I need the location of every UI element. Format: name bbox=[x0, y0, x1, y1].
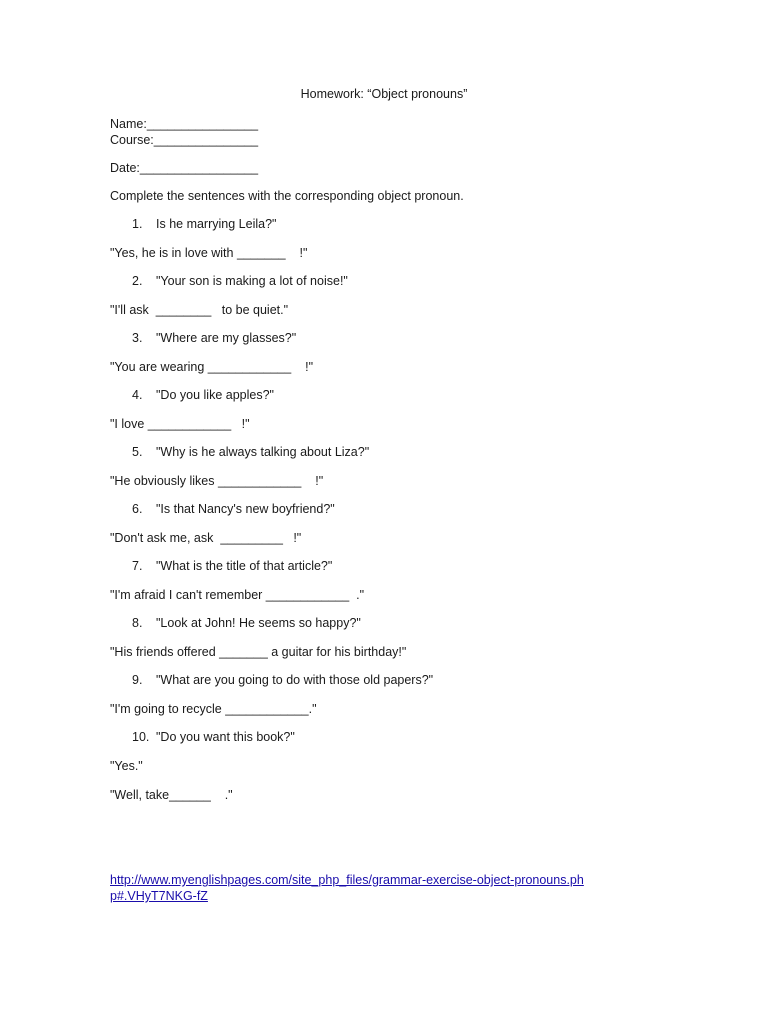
item-answer: "I love ____________ !" bbox=[110, 417, 250, 431]
item-answer: "I'm going to recycle ____________." bbox=[110, 702, 317, 716]
item-number: 10. bbox=[132, 730, 150, 744]
item-answer: "I'm afraid I can't remember ____________ ." bbox=[110, 588, 365, 602]
item-answer: "Yes, he is in love with _______ !" bbox=[110, 246, 308, 260]
item-answer: "His friends offered _______ a guitar for his birthday!" bbox=[110, 645, 407, 659]
item-question: "Do you want this book?" bbox=[156, 730, 295, 744]
item-number: 6. bbox=[132, 502, 143, 516]
page-title: Homework: “Object pronouns” bbox=[300, 87, 468, 101]
item-number: 5. bbox=[132, 445, 143, 459]
item-question: "What are you going to do with those old papers?" bbox=[156, 673, 434, 687]
item-answer: "You are wearing ____________ !" bbox=[110, 360, 314, 374]
item-question: Is he marrying Leila?" bbox=[156, 217, 277, 231]
item-question: "Where are my glasses?" bbox=[156, 331, 297, 345]
instructions: Complete the sentences with the corresponding object pronoun. bbox=[110, 189, 464, 203]
item-number: 4. bbox=[132, 388, 143, 402]
item-question: "Is that Nancy's new boyfriend?" bbox=[156, 502, 335, 516]
item-question: "Your son is making a lot of noise!" bbox=[156, 274, 348, 288]
item-number: 1. bbox=[132, 217, 143, 231]
date-field: Date:_________________ bbox=[110, 161, 259, 175]
item-question: "Look at John! He seems so happy?" bbox=[156, 616, 361, 630]
name-field: Name:________________ bbox=[110, 117, 259, 131]
item-number: 3. bbox=[132, 331, 143, 345]
item-answer-followup: "Well, take______ ." bbox=[110, 788, 233, 802]
item-question: "Do you like apples?" bbox=[156, 388, 274, 402]
item-answer: "Don't ask me, ask _________ !" bbox=[110, 531, 302, 545]
course-field: Course:_______________ bbox=[110, 133, 259, 147]
item-number: 2. bbox=[132, 274, 143, 288]
item-answer: "He obviously likes ____________ !" bbox=[110, 474, 324, 488]
item-question: "What is the title of that article?" bbox=[156, 559, 333, 573]
item-number: 8. bbox=[132, 616, 143, 630]
item-answer: "Yes." bbox=[110, 759, 143, 773]
source-link[interactable]: http://www.myenglishpages.com/site_php_files/grammar-exercise-object-pronouns.php#.VHyT7NKG-fZ bbox=[110, 873, 584, 903]
item-answer: "I'll ask ________ to be quiet." bbox=[110, 303, 289, 317]
item-question: "Why is he always talking about Liza?" bbox=[156, 445, 370, 459]
item-number: 9. bbox=[132, 673, 143, 687]
item-number: 7. bbox=[132, 559, 143, 573]
